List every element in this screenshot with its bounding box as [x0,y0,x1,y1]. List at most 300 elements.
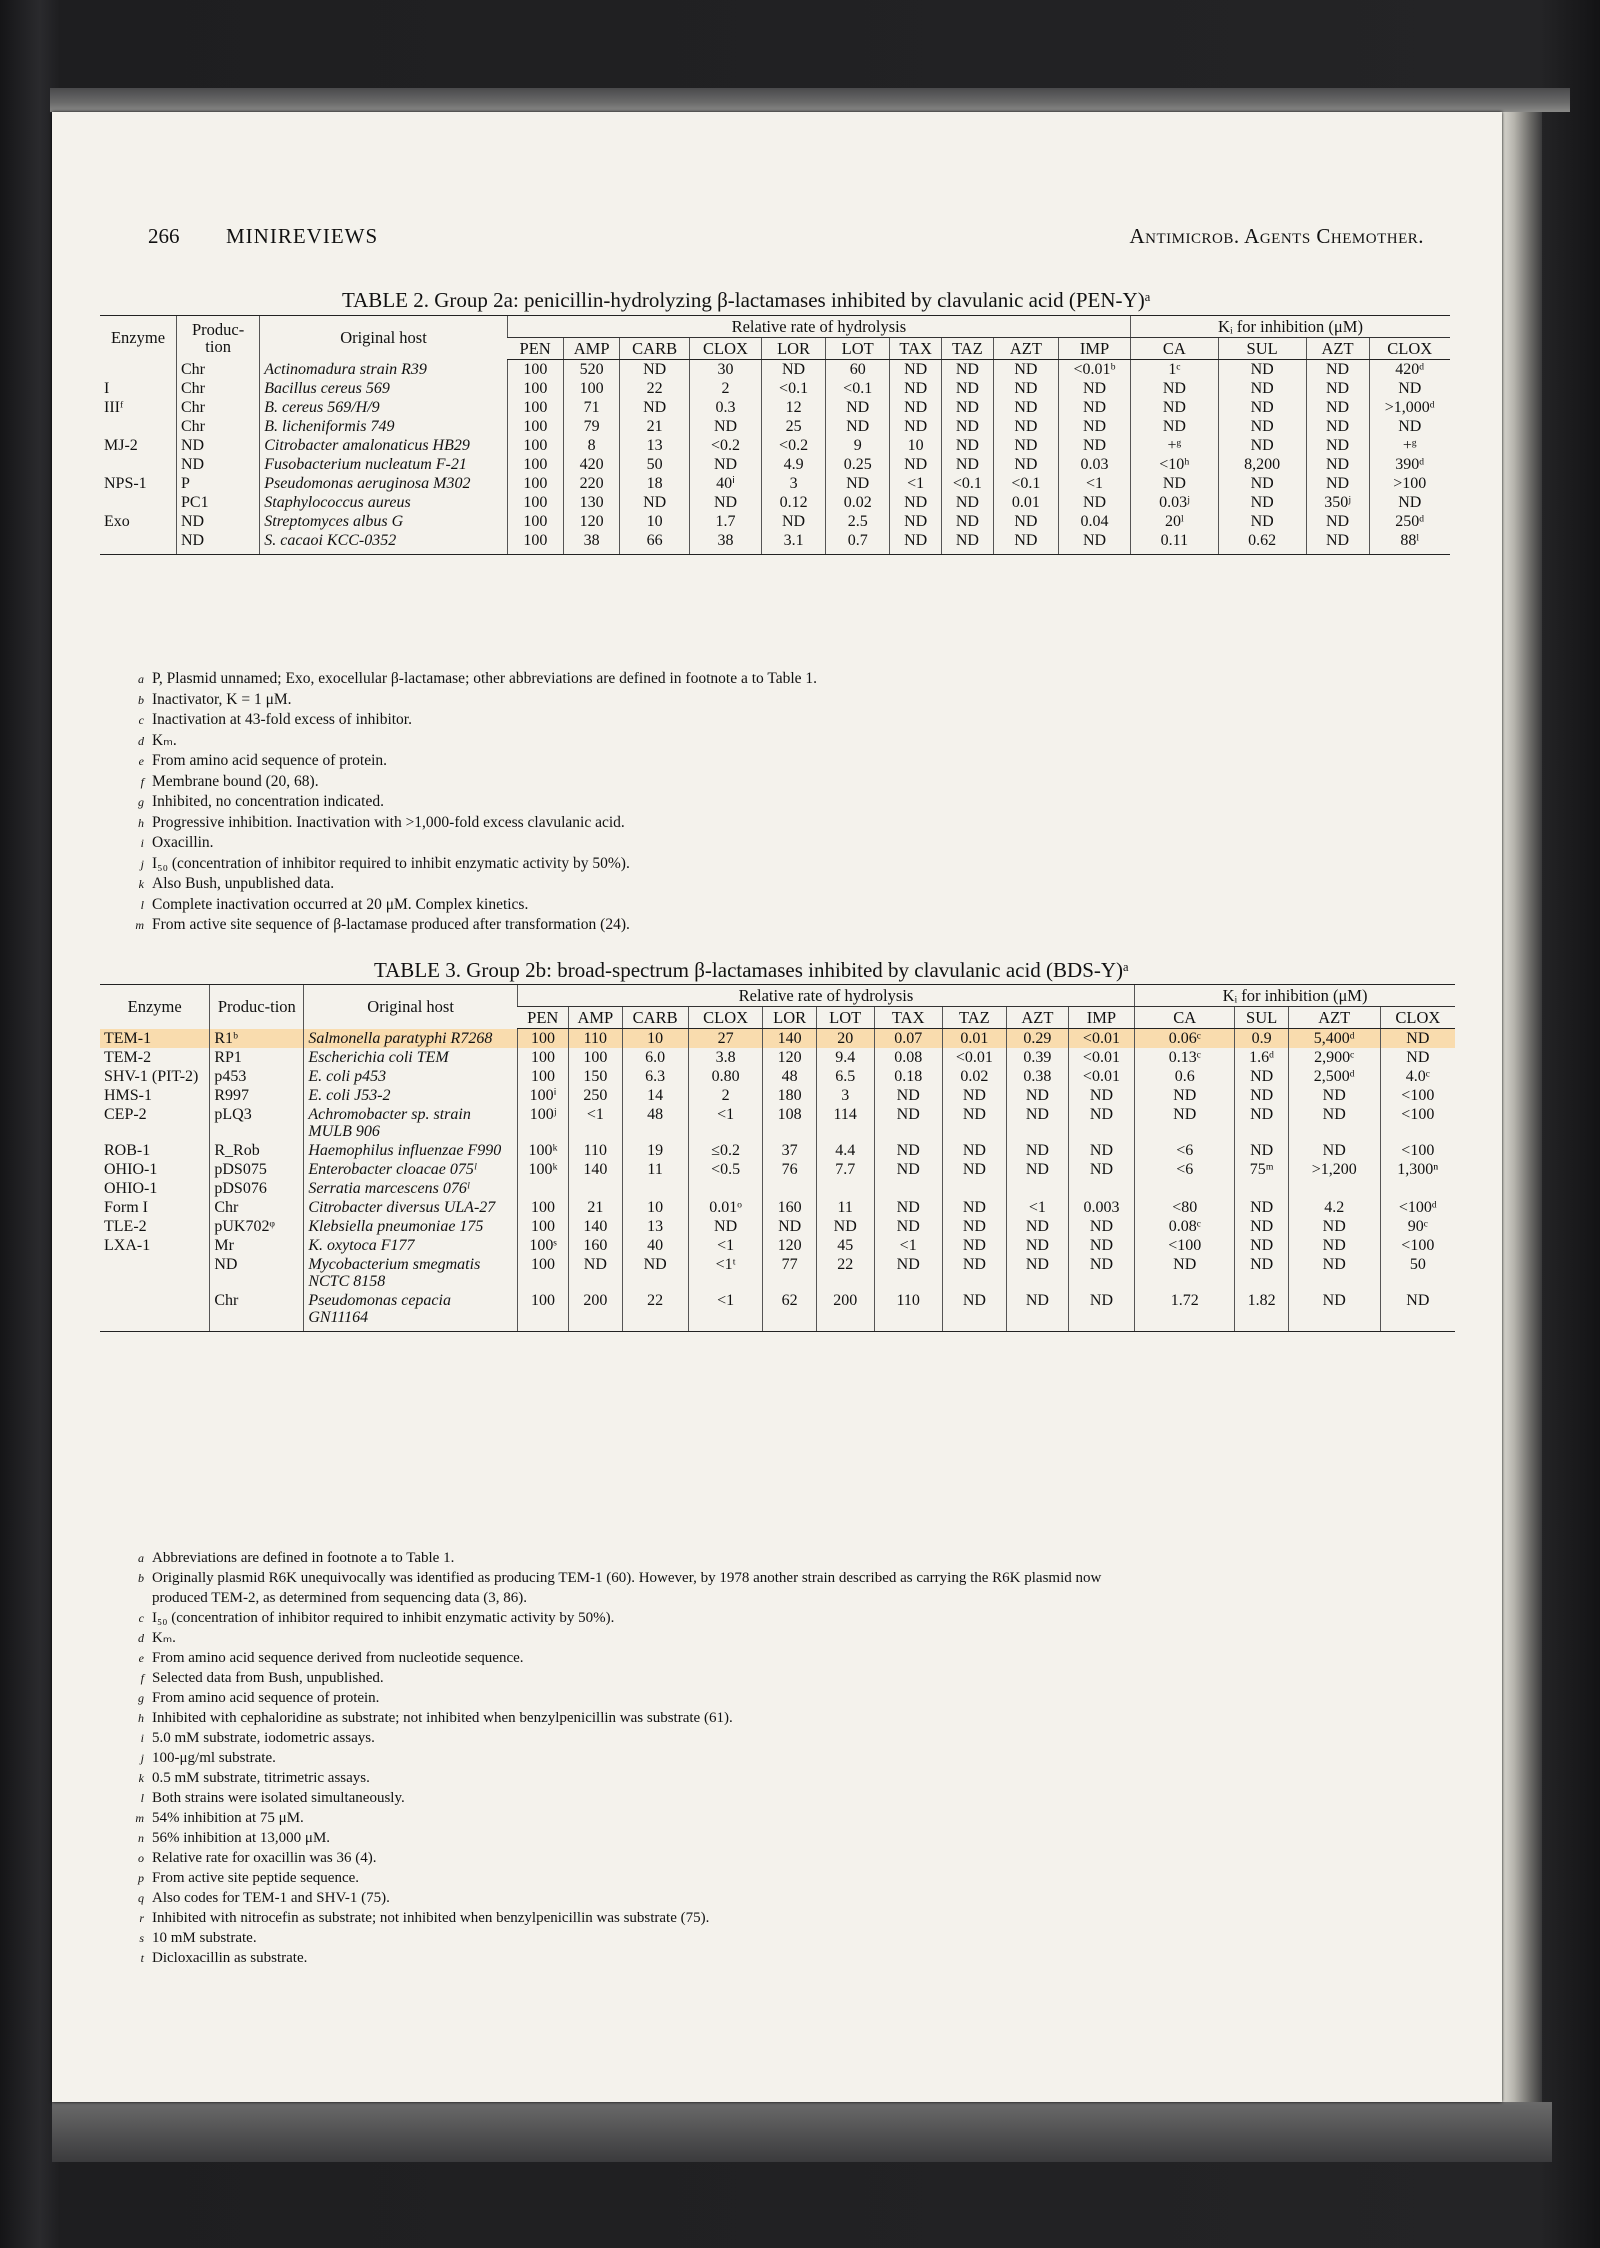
value-cell: 1.82 [1235,1291,1288,1332]
value-cell: 110 [569,1141,622,1160]
value-cell: ND [890,417,942,436]
value-cell: ND [826,474,890,493]
value-cell: <1 [1006,1198,1068,1217]
value-cell: 71 [564,398,620,417]
value-cell: ND [1218,512,1306,531]
value-cell: <1ᵗ [688,1255,763,1291]
value-cell: 420ᵈ [1369,360,1450,380]
value-cell: 0.25 [826,455,890,474]
value-cell: 1.7 [690,512,762,531]
value-cell: ND [942,360,994,380]
value-cell: 100 [507,360,563,380]
table2-subcol-header: CLOX [690,338,762,360]
value-cell: ND [942,455,994,474]
value-cell: 3 [762,474,826,493]
table3-row [100,1160,1455,1179]
footnote-marker: j [140,856,144,871]
value-cell: 220 [564,474,620,493]
enzyme-cell: IIIᶠ [104,399,124,416]
value-cell [763,1179,816,1198]
value-cell: 40 [622,1236,688,1255]
footnote [112,1808,1101,1828]
value-cell: 25 [762,417,826,436]
table3-subcol-header: AZT [1288,1007,1380,1029]
table3-subcol-header: PEN [517,1007,568,1029]
footnote [112,772,817,793]
value-cell: <1 [890,474,942,493]
footnote-marker: m [135,1811,144,1825]
footnote-marker: k [138,877,144,891]
table2-col-enzyme: Enzyme [100,316,177,360]
value-cell: ND [874,1255,942,1291]
table2-row [100,360,1450,380]
value-cell: ND [1006,1086,1068,1105]
value-cell: 22 [620,379,690,398]
value-cell: 2 [688,1086,763,1105]
value-cell: 30 [690,360,762,380]
footnote-text: From amino acid sequence derived from nucleotide sequence. [152,1650,524,1666]
value-cell: 200 [816,1291,874,1332]
host-cell: Fusobacterium nucleatum F-21 [260,455,508,474]
value-cell: <0.2 [690,436,762,455]
footnote-marker: t [140,1951,144,1965]
value-cell: 4.0ᶜ [1380,1067,1455,1086]
value-cell: 150 [569,1067,622,1086]
table2-subcol-header: TAX [890,338,942,360]
value-cell: 100ˢ [517,1236,568,1255]
table3-subcol-header: TAX [874,1007,942,1029]
footnote-text: Oxacillin. [152,834,214,851]
table3-row [100,1086,1455,1105]
host-cell: Klebsiella pneumoniae 175 [304,1217,518,1236]
host-cell: Enterobacter cloacae 075ˡ [304,1160,518,1179]
value-cell: ND [1218,474,1306,493]
footnote [112,833,817,854]
value-cell: 13 [622,1217,688,1236]
footnote-text: Originally plasmid R6K unequivocally was identified as producing TEM-1 (60). However, by 1978 another strain described as carrying the R6K plasmid now [152,1570,1102,1586]
footnote-text: Selected data from Bush, unpublished. [152,1670,384,1686]
footnote-text: Abbreviations are defined in footnote a to Table 1. [152,1550,455,1566]
value-cell: ND [763,1217,816,1236]
footnote [112,731,817,752]
value-cell: 8,200 [1218,455,1306,474]
footnote-marker: l [140,897,144,912]
value-cell: 66 [620,531,690,555]
enzyme-cell: CEP-2 [104,1106,147,1123]
value-cell: ND [942,398,994,417]
value-cell: 0.7 [826,531,890,555]
value-cell: ND [993,417,1058,436]
value-cell: 40ⁱ [690,474,762,493]
table3-subcol-header: CLOX [688,1007,763,1029]
table2-subcol-header: AZT [1306,338,1369,360]
value-cell: ND [1006,1105,1068,1141]
value-cell: <1 [569,1105,622,1141]
value-cell: ND [1059,493,1131,512]
value-cell: 120 [564,512,620,531]
table3-footnotes [112,1548,1101,1968]
value-cell: 250ᵈ [1369,512,1450,531]
value-cell: 9.4 [816,1048,874,1067]
value-cell: ND [1006,1255,1068,1291]
value-cell: 110 [569,1029,622,1049]
production-cell: Chr [177,360,260,380]
footnote-text: Inhibited, no concentration indicated. [152,793,384,810]
footnote-text: Progressive inhibition. Inactivation with >1,000-fold excess clavulanic acid. [152,813,625,831]
value-cell: ND [890,531,942,555]
table2-row [100,493,1450,512]
table3-title: TABLE 3. Group 2b: broad-spectrum β-lactamases inhibited by clavulanic acid (BDS-Y)ᵃ [374,958,1129,982]
value-cell: 100 [507,474,563,493]
enzyme-cell: ROB-1 [104,1142,151,1159]
value-cell: 0.39 [1006,1048,1068,1067]
table3-subcol-header: TAZ [942,1007,1006,1029]
enzyme-cell [100,455,177,474]
value-cell: ND [1068,1086,1134,1105]
table3-subcol-header: CA [1135,1007,1235,1029]
footnote [112,1828,1101,1848]
enzyme-cell: I [104,380,110,397]
footnote [112,1888,1101,1908]
table2-row [100,531,1450,555]
table3-group-hydrolysis: Relative rate of hydrolysis [517,985,1134,1007]
value-cell: ND [1235,1255,1288,1291]
host-cell: Staphylococcus aureus [260,493,508,512]
value-cell: 2 [690,379,762,398]
value-cell [1380,1179,1455,1198]
value-cell: 20ˡ [1131,512,1219,531]
value-cell: 0.6 [1135,1067,1235,1086]
value-cell: 100 [507,493,563,512]
footnote-text: Both strains were isolated simultaneously. [152,1790,405,1806]
value-cell: ND [874,1141,942,1160]
table3-row [100,1291,1455,1332]
table3-row [100,1067,1455,1086]
value-cell: <0.1 [762,379,826,398]
value-cell: 75ᵐ [1235,1160,1288,1179]
value-cell: 21 [569,1198,622,1217]
table3-row [100,1198,1455,1217]
section-title: MINIREVIEWS [226,224,379,248]
value-cell: ND [762,512,826,531]
table2-subcol-header: AMP [564,338,620,360]
value-cell: ND [1288,1086,1380,1105]
table3-subcol-header: LOT [816,1007,874,1029]
value-cell: ND [1059,398,1131,417]
enzyme-cell: TLE-2 [104,1218,147,1235]
value-cell: 350ʲ [1306,493,1369,512]
value-cell: 520 [564,360,620,380]
value-cell: 100 [507,398,563,417]
value-cell: 76 [763,1160,816,1179]
value-cell: <0.1 [826,379,890,398]
footnote-text: From amino acid sequence of protein. [152,1690,380,1706]
footnote-text: 56% inhibition at 13,000 μM. [152,1830,331,1846]
footnote [112,1748,1101,1768]
table2-subcol-header: PEN [507,338,563,360]
value-cell: 130 [564,493,620,512]
value-cell: ND [993,398,1058,417]
host-cell: B. cereus 569/H/9 [260,398,508,417]
value-cell: ND [1068,1291,1134,1332]
value-cell: ND [1288,1141,1380,1160]
footnote-text: I₅₀ (concentration of inhibitor required to inhibit enzymatic activity by 50%). [152,1610,615,1626]
value-cell: 100 [507,531,563,555]
value-cell: ND [1218,417,1306,436]
footnote [112,710,817,731]
value-cell: 100 [517,1255,568,1291]
enzyme-cell: Exo [104,513,130,530]
page-number: 266 [148,224,180,248]
value-cell: <1 [1059,474,1131,493]
value-cell [1006,1179,1068,1198]
value-cell: 0.07 [874,1029,942,1049]
production-cell: pDS076 [210,1179,304,1198]
table2-row [100,512,1450,531]
footnote [112,1908,1101,1928]
value-cell: 100ᵏ [517,1160,568,1179]
value-cell: ND [1306,417,1369,436]
table2-row [100,455,1450,474]
value-cell: 22 [816,1255,874,1291]
host-cell: E. coli J53-2 [304,1086,518,1105]
value-cell: 45 [816,1236,874,1255]
footnote-text: Inactivator, K = 1 μM. [152,690,292,708]
footnote-marker: m [135,918,144,932]
value-cell: ND [1306,512,1369,531]
table2-row [100,398,1450,417]
table3 [100,984,1455,1332]
footnote-text: P, Plasmid unnamed; Exo, exocellular β-lactamase; other abbreviations are defined in footnote a to Table 1. [152,670,818,687]
footnote [112,1568,1101,1588]
value-cell: ND [890,493,942,512]
value-cell: 100 [507,436,563,455]
value-cell: ND [569,1255,622,1291]
value-cell: ND [993,436,1058,455]
value-cell: ND [1131,379,1219,398]
value-cell: ND [1235,1105,1288,1141]
value-cell: 22 [622,1291,688,1332]
table2-subcol-header: AZT [993,338,1058,360]
value-cell: 0.13ᶜ [1135,1048,1235,1067]
value-cell: ND [620,360,690,380]
value-cell: ND [874,1217,942,1236]
table3-subcol-header: CLOX [1380,1007,1455,1029]
production-cell: ND [177,512,260,531]
value-cell: 0.11 [1131,531,1219,555]
value-cell: ND [1306,455,1369,474]
value-cell: 10 [622,1198,688,1217]
value-cell: 14 [622,1086,688,1105]
table2-col-production: Produc-tion [177,316,260,360]
value-cell: 100 [517,1198,568,1217]
footnote-text: Kₘ. [152,1630,176,1646]
value-cell: ≤0.2 [688,1141,763,1160]
table3-row [100,1048,1455,1067]
value-cell: 9 [826,436,890,455]
value-cell [569,1179,622,1198]
footnote-marker: f [140,1671,144,1685]
footnote-marker: i [140,1731,144,1745]
value-cell: 180 [763,1086,816,1105]
host-cell: Salmonella paratyphi R7268 [304,1029,518,1049]
value-cell: 120 [763,1048,816,1067]
footnote [112,1948,1101,1968]
value-cell: ND [1235,1217,1288,1236]
value-cell: 10 [620,512,690,531]
value-cell [622,1179,688,1198]
value-cell [874,1179,942,1198]
value-cell: 6.5 [816,1067,874,1086]
table3-col-host: Original host [304,985,518,1029]
value-cell: 37 [763,1141,816,1160]
value-cell: 100 [569,1048,622,1067]
value-cell: ND [1218,398,1306,417]
footnote-text: Inactivation at 43-fold excess of inhibitor. [152,711,412,728]
table2-row [100,417,1450,436]
footnote-marker: q [138,1891,144,1905]
footnote [112,915,817,936]
value-cell: ND [874,1160,942,1179]
value-cell: 77 [763,1255,816,1291]
value-cell: ND [942,493,994,512]
value-cell: <6 [1135,1141,1235,1160]
footnote-marker: n [138,1831,144,1845]
value-cell: 100 [507,417,563,436]
value-cell: ND [1135,1105,1235,1141]
value-cell: ND [1235,1141,1288,1160]
value-cell: 1.6ᵈ [1235,1048,1288,1067]
value-cell: ND [690,455,762,474]
table2-title: TABLE 2. Group 2a: penicillin-hydrolyzing β-lactamases inhibited by clavulanic acid (PEN-Y)ᵃ [342,288,1151,312]
value-cell: ND [874,1086,942,1105]
value-cell: ND [1006,1160,1068,1179]
footnote-marker: g [138,1691,144,1705]
footnote [112,1628,1101,1648]
value-cell: 21 [620,417,690,436]
value-cell: +ᵍ [1369,436,1450,455]
value-cell [942,1179,1006,1198]
value-cell: 79 [564,417,620,436]
footnote-marker: d [138,1631,144,1645]
value-cell: ND [1068,1160,1134,1179]
footnote-text: From active site sequence of β-lactamase produced after transformation (24). [152,916,630,933]
value-cell: ND [890,360,942,380]
value-cell: ND [1380,1029,1455,1049]
value-cell: 160 [569,1236,622,1255]
value-cell: ND [942,436,994,455]
production-cell: R1ᵇ [210,1029,304,1049]
value-cell: >1,200 [1288,1160,1380,1179]
value-cell: 20 [816,1029,874,1049]
value-cell: ND [1059,417,1131,436]
footnote [112,895,817,916]
host-cell: Serratia marcescens 076ˡ [304,1179,518,1198]
table2-subcol-header: CARB [620,338,690,360]
enzyme-cell [100,1255,210,1291]
value-cell: ND [690,493,762,512]
value-cell: ND [1068,1236,1134,1255]
value-cell: ND [1131,398,1219,417]
value-cell: ND [1068,1255,1134,1291]
value-cell: 0.06ᶜ [1135,1029,1235,1049]
value-cell: 0.18 [874,1067,942,1086]
value-cell: 13 [620,436,690,455]
value-cell: ND [1059,379,1131,398]
footnote-text: Kₘ. [152,731,177,749]
production-cell: P [177,474,260,493]
value-cell: 250 [569,1086,622,1105]
value-cell: ND [1131,474,1219,493]
value-cell: 0.3 [690,398,762,417]
value-cell: 10 [890,436,942,455]
footnote-marker: l [140,1791,144,1805]
value-cell: +ᵍ [1131,436,1219,455]
value-cell: <100 [1380,1086,1455,1105]
value-cell: 0.04 [1059,512,1131,531]
value-cell: ND [826,417,890,436]
value-cell: 0.9 [1235,1029,1288,1049]
footnote [112,792,817,813]
value-cell [1235,1179,1288,1198]
table2 [100,315,1450,555]
footnote-text: Membrane bound (20, 68). [152,772,319,790]
value-cell: 100ᵏ [517,1141,568,1160]
table2-subcol-header: LOR [762,338,826,360]
footnote [112,1928,1101,1948]
journal-name: Antimicrob. Agents Chemother. [1129,224,1424,248]
footnote-text: Also Bush, unpublished data. [152,875,335,892]
value-cell: >100 [1369,474,1450,493]
value-cell: ND [1068,1141,1134,1160]
table3-subcol-header: LOR [763,1007,816,1029]
production-cell: Chr [177,398,260,417]
enzyme-cell: TEM-1 [100,1029,210,1049]
value-cell: ND [1369,493,1450,512]
value-cell: <10ʰ [1131,455,1219,474]
value-cell: 0.29 [1006,1029,1068,1049]
production-cell: ND [177,455,260,474]
host-cell: Citrobacter amalonaticus HB29 [260,436,508,455]
production-cell: ND [177,531,260,555]
value-cell: ND [1235,1086,1288,1105]
footnote [112,1548,1101,1568]
value-cell: ND [1218,436,1306,455]
enzyme-cell [100,360,177,380]
value-cell: 62 [763,1291,816,1332]
value-cell: 50 [1380,1255,1455,1291]
value-cell: 27 [688,1029,763,1049]
value-cell: ND [762,360,826,380]
value-cell: ND [620,398,690,417]
value-cell: 3 [816,1086,874,1105]
table2-subcol-header: SUL [1218,338,1306,360]
value-cell: ND [1288,1291,1380,1332]
footnote [112,751,817,772]
table2-subcol-header: TAZ [942,338,994,360]
table3-row [100,1105,1455,1141]
enzyme-cell [100,417,177,436]
table3-subcol-header: AMP [569,1007,622,1029]
host-cell: Actinomadura strain R39 [260,360,508,380]
footnote [112,874,817,895]
value-cell: ND [890,512,942,531]
footnote [112,1608,1101,1628]
value-cell: 100ⁱ [517,1086,568,1105]
value-cell: ND [1306,531,1369,555]
value-cell: ND [1218,493,1306,512]
value-cell: <0.01 [1068,1067,1134,1086]
